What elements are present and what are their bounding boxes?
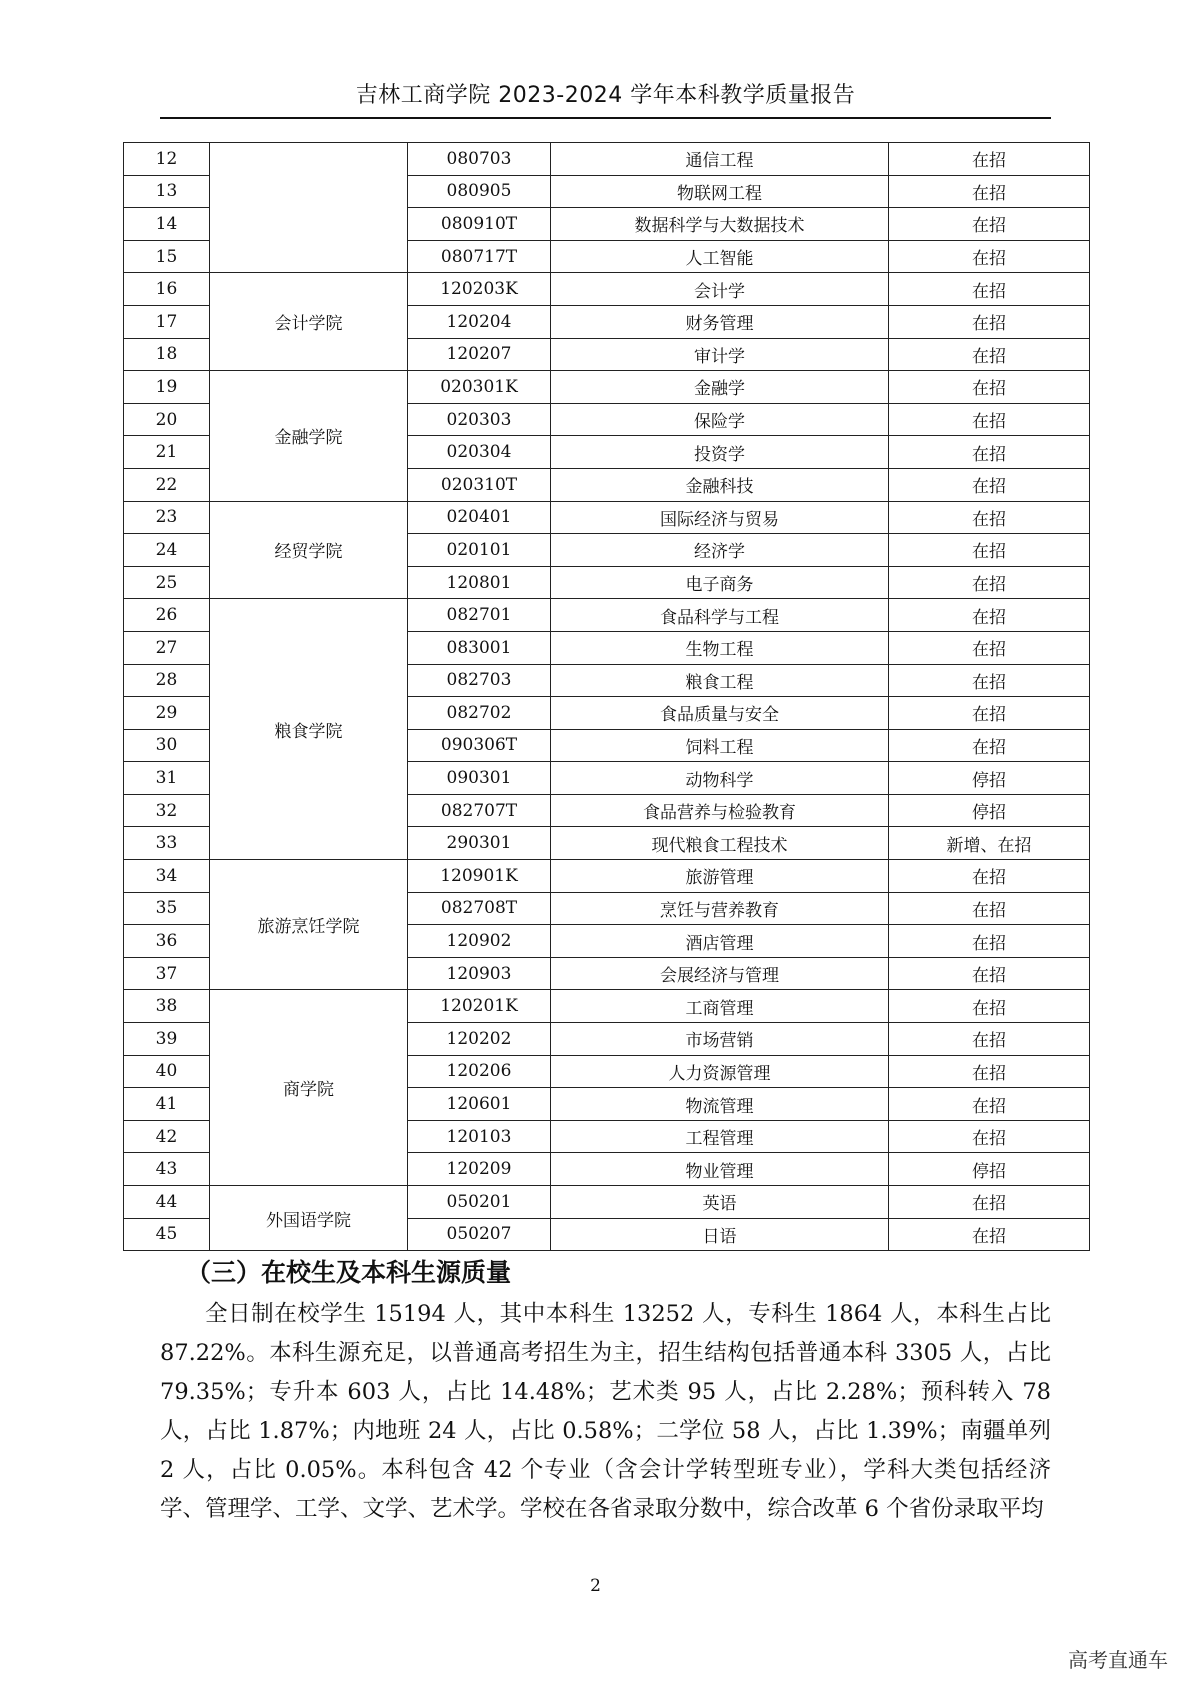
major-name-cell: 会计学 — [551, 273, 889, 306]
major-code-cell: 082707T — [408, 794, 551, 827]
major-code-cell: 080703 — [408, 143, 551, 176]
major-name-cell: 人力资源管理 — [551, 1055, 889, 1088]
section-heading: （三）在校生及本科生源质量 — [186, 1258, 512, 1287]
enrollment-status-cell: 在招 — [889, 990, 1090, 1023]
major-name-cell: 数据科学与大数据技术 — [551, 208, 889, 241]
enrollment-status-cell: 在招 — [889, 664, 1090, 697]
table-row — [124, 371, 1090, 404]
row-number-cell: 20 — [124, 403, 210, 436]
major-code-cell: 290301 — [408, 827, 551, 860]
enrollment-status-cell: 在招 — [889, 534, 1090, 567]
major-code-cell: 020304 — [408, 436, 551, 469]
enrollment-status-cell: 在招 — [889, 1055, 1090, 1088]
report-header-title: 吉林工商学院 2023-2024 学年本科教学质量报告 — [355, 83, 856, 108]
major-name-cell: 国际经济与贸易 — [551, 501, 889, 534]
watermark-text: 高考直通车 — [1068, 1648, 1168, 1672]
college-cell: 粮食学院 — [210, 599, 408, 860]
major-code-cell: 120207 — [408, 338, 551, 371]
major-name-cell: 经济学 — [551, 534, 889, 567]
major-name-cell: 金融科技 — [551, 468, 889, 501]
major-code-cell: 082703 — [408, 664, 551, 697]
row-number-cell: 24 — [124, 534, 210, 567]
page-number: 2 — [590, 1576, 601, 1596]
college-cell: 会计学院 — [210, 273, 408, 371]
enrollment-status-cell: 在招 — [889, 403, 1090, 436]
row-number-cell: 36 — [124, 925, 210, 958]
table-row — [124, 273, 1090, 306]
major-name-cell: 日语 — [551, 1218, 889, 1251]
row-number-cell: 35 — [124, 892, 210, 925]
major-code-cell: 120601 — [408, 1088, 551, 1121]
major-code-cell: 120203K — [408, 273, 551, 306]
row-number-cell: 21 — [124, 436, 210, 469]
enrollment-status-cell: 在招 — [889, 305, 1090, 338]
major-name-cell: 旅游管理 — [551, 860, 889, 893]
major-name-cell: 物联网工程 — [551, 175, 889, 208]
table-row — [124, 990, 1090, 1023]
major-code-cell: 020310T — [408, 468, 551, 501]
row-number-cell: 16 — [124, 273, 210, 306]
major-name-cell: 动物科学 — [551, 762, 889, 795]
enrollment-status-cell: 在招 — [889, 599, 1090, 632]
body-paragraph: 全日制在校学生 15194 人，其中本科生 13252 人，专科生 1864 人，本科生占比 87.22%。本科生源充足，以普通高考招生为主，招生结构包括普通本科 3305 人，占比 79.35%；专升本 603 人，占比 14.48%；艺术类 95 人，占比 2.28%；预科转入 78 人，占比 1.87%；内地班 24 人，占比 0.58%；二学位 58 人，占比 1.39%；南疆单列 2 人，占比 0.05%。本科包含 42 个专业（含会计学转型班专业），学科大类包括经济学、管理学、工学、文学、艺术学。学校在各省录取分数中，综合改革 6 个省份录取平均 — [160, 1301, 1051, 1522]
row-number-cell: 34 — [124, 860, 210, 893]
row-number-cell: 29 — [124, 697, 210, 730]
row-number-cell: 14 — [124, 208, 210, 241]
major-name-cell: 英语 — [551, 1186, 889, 1219]
enrollment-status-cell: 在招 — [889, 892, 1090, 925]
row-number-cell: 42 — [124, 1120, 210, 1153]
major-name-cell: 市场营销 — [551, 1023, 889, 1056]
row-number-cell: 27 — [124, 631, 210, 664]
row-number-cell: 43 — [124, 1153, 210, 1186]
row-number-cell: 30 — [124, 729, 210, 762]
major-name-cell: 生物工程 — [551, 631, 889, 664]
major-code-cell: 083001 — [408, 631, 551, 664]
major-code-cell: 082702 — [408, 697, 551, 730]
major-name-cell: 烹饪与营养教育 — [551, 892, 889, 925]
table-row — [124, 860, 1090, 893]
major-code-cell: 120209 — [408, 1153, 551, 1186]
major-code-cell: 120903 — [408, 957, 551, 990]
major-name-cell: 粮食工程 — [551, 664, 889, 697]
major-code-cell: 120206 — [408, 1055, 551, 1088]
enrollment-status-cell: 在招 — [889, 631, 1090, 664]
major-code-cell: 020301K — [408, 371, 551, 404]
row-number-cell: 45 — [124, 1218, 210, 1251]
major-code-cell: 080905 — [408, 175, 551, 208]
row-number-cell: 15 — [124, 240, 210, 273]
enrollment-status-cell: 在招 — [889, 566, 1090, 599]
enrollment-status-cell: 在招 — [889, 925, 1090, 958]
major-name-cell: 金融学 — [551, 371, 889, 404]
major-name-cell: 工商管理 — [551, 990, 889, 1023]
majors-table-body — [124, 143, 1090, 1251]
row-number-cell: 25 — [124, 566, 210, 599]
enrollment-status-cell: 在招 — [889, 338, 1090, 371]
major-name-cell: 会展经济与管理 — [551, 957, 889, 990]
major-name-cell: 人工智能 — [551, 240, 889, 273]
college-cell — [210, 143, 408, 273]
college-cell: 旅游烹饪学院 — [210, 860, 408, 990]
enrollment-status-cell: 在招 — [889, 957, 1090, 990]
enrollment-status-cell: 在招 — [889, 143, 1090, 176]
major-name-cell: 工程管理 — [551, 1120, 889, 1153]
college-cell: 外国语学院 — [210, 1186, 408, 1251]
row-number-cell: 37 — [124, 957, 210, 990]
enrollment-status-cell: 停招 — [889, 762, 1090, 795]
major-name-cell: 食品营养与检验教育 — [551, 794, 889, 827]
major-code-cell: 080717T — [408, 240, 551, 273]
enrollment-status-cell: 在招 — [889, 273, 1090, 306]
row-number-cell: 41 — [124, 1088, 210, 1121]
major-name-cell: 饲料工程 — [551, 729, 889, 762]
major-code-cell: 090306T — [408, 729, 551, 762]
row-number-cell: 26 — [124, 599, 210, 632]
row-number-cell: 13 — [124, 175, 210, 208]
row-number-cell: 12 — [124, 143, 210, 176]
major-code-cell: 120204 — [408, 305, 551, 338]
row-number-cell: 33 — [124, 827, 210, 860]
major-code-cell: 090301 — [408, 762, 551, 795]
major-code-cell: 080910T — [408, 208, 551, 241]
row-number-cell: 39 — [124, 1023, 210, 1056]
major-code-cell: 120103 — [408, 1120, 551, 1153]
table-row — [124, 501, 1090, 534]
row-number-cell: 38 — [124, 990, 210, 1023]
major-name-cell: 酒店管理 — [551, 925, 889, 958]
row-number-cell: 18 — [124, 338, 210, 371]
enrollment-status-cell: 在招 — [889, 501, 1090, 534]
enrollment-status-cell: 在招 — [889, 208, 1090, 241]
college-cell: 经贸学院 — [210, 501, 408, 599]
enrollment-status-cell: 在招 — [889, 175, 1090, 208]
major-name-cell: 财务管理 — [551, 305, 889, 338]
major-code-cell: 020401 — [408, 501, 551, 534]
enrollment-status-cell: 在招 — [889, 371, 1090, 404]
enrollment-status-cell: 在招 — [889, 1088, 1090, 1121]
enrollment-status-cell: 停招 — [889, 1153, 1090, 1186]
major-name-cell: 物流管理 — [551, 1088, 889, 1121]
major-code-cell: 082708T — [408, 892, 551, 925]
major-code-cell: 120202 — [408, 1023, 551, 1056]
enrollment-status-cell: 在招 — [889, 1186, 1090, 1219]
enrollment-status-cell: 在招 — [889, 860, 1090, 893]
major-name-cell: 保险学 — [551, 403, 889, 436]
major-code-cell: 082701 — [408, 599, 551, 632]
major-name-cell: 电子商务 — [551, 566, 889, 599]
major-name-cell: 食品科学与工程 — [551, 599, 889, 632]
enrollment-status-cell: 在招 — [889, 697, 1090, 730]
major-name-cell: 现代粮食工程技术 — [551, 827, 889, 860]
major-code-cell: 020101 — [408, 534, 551, 567]
row-number-cell: 23 — [124, 501, 210, 534]
major-code-cell: 020303 — [408, 403, 551, 436]
major-name-cell: 通信工程 — [551, 143, 889, 176]
row-number-cell: 40 — [124, 1055, 210, 1088]
major-code-cell: 120902 — [408, 925, 551, 958]
major-name-cell: 食品质量与安全 — [551, 697, 889, 730]
major-name-cell: 投资学 — [551, 436, 889, 469]
table-row — [124, 1186, 1090, 1219]
enrollment-status-cell: 在招 — [889, 436, 1090, 469]
enrollment-status-cell: 在招 — [889, 468, 1090, 501]
major-code-cell: 120901K — [408, 860, 551, 893]
enrollment-status-cell: 在招 — [889, 1120, 1090, 1153]
enrollment-status-cell: 停招 — [889, 794, 1090, 827]
major-code-cell: 120201K — [408, 990, 551, 1023]
row-number-cell: 28 — [124, 664, 210, 697]
row-number-cell: 31 — [124, 762, 210, 795]
row-number-cell: 22 — [124, 468, 210, 501]
table-row — [124, 599, 1090, 632]
row-number-cell: 17 — [124, 305, 210, 338]
enrollment-status-cell: 在招 — [889, 729, 1090, 762]
row-number-cell: 44 — [124, 1186, 210, 1219]
row-number-cell: 32 — [124, 794, 210, 827]
major-name-cell: 物业管理 — [551, 1153, 889, 1186]
major-code-cell: 050207 — [408, 1218, 551, 1251]
table-row — [124, 143, 1090, 176]
college-cell: 商学院 — [210, 990, 408, 1186]
major-code-cell: 120801 — [408, 566, 551, 599]
college-cell: 金融学院 — [210, 371, 408, 501]
majors-table — [123, 142, 1090, 1251]
major-name-cell: 审计学 — [551, 338, 889, 371]
enrollment-status-cell: 新增、在招 — [889, 827, 1090, 860]
row-number-cell: 19 — [124, 371, 210, 404]
major-code-cell: 050201 — [408, 1186, 551, 1219]
header-divider — [160, 117, 1051, 119]
enrollment-status-cell: 在招 — [889, 1023, 1090, 1056]
enrollment-status-cell: 在招 — [889, 240, 1090, 273]
enrollment-status-cell: 在招 — [889, 1218, 1090, 1251]
